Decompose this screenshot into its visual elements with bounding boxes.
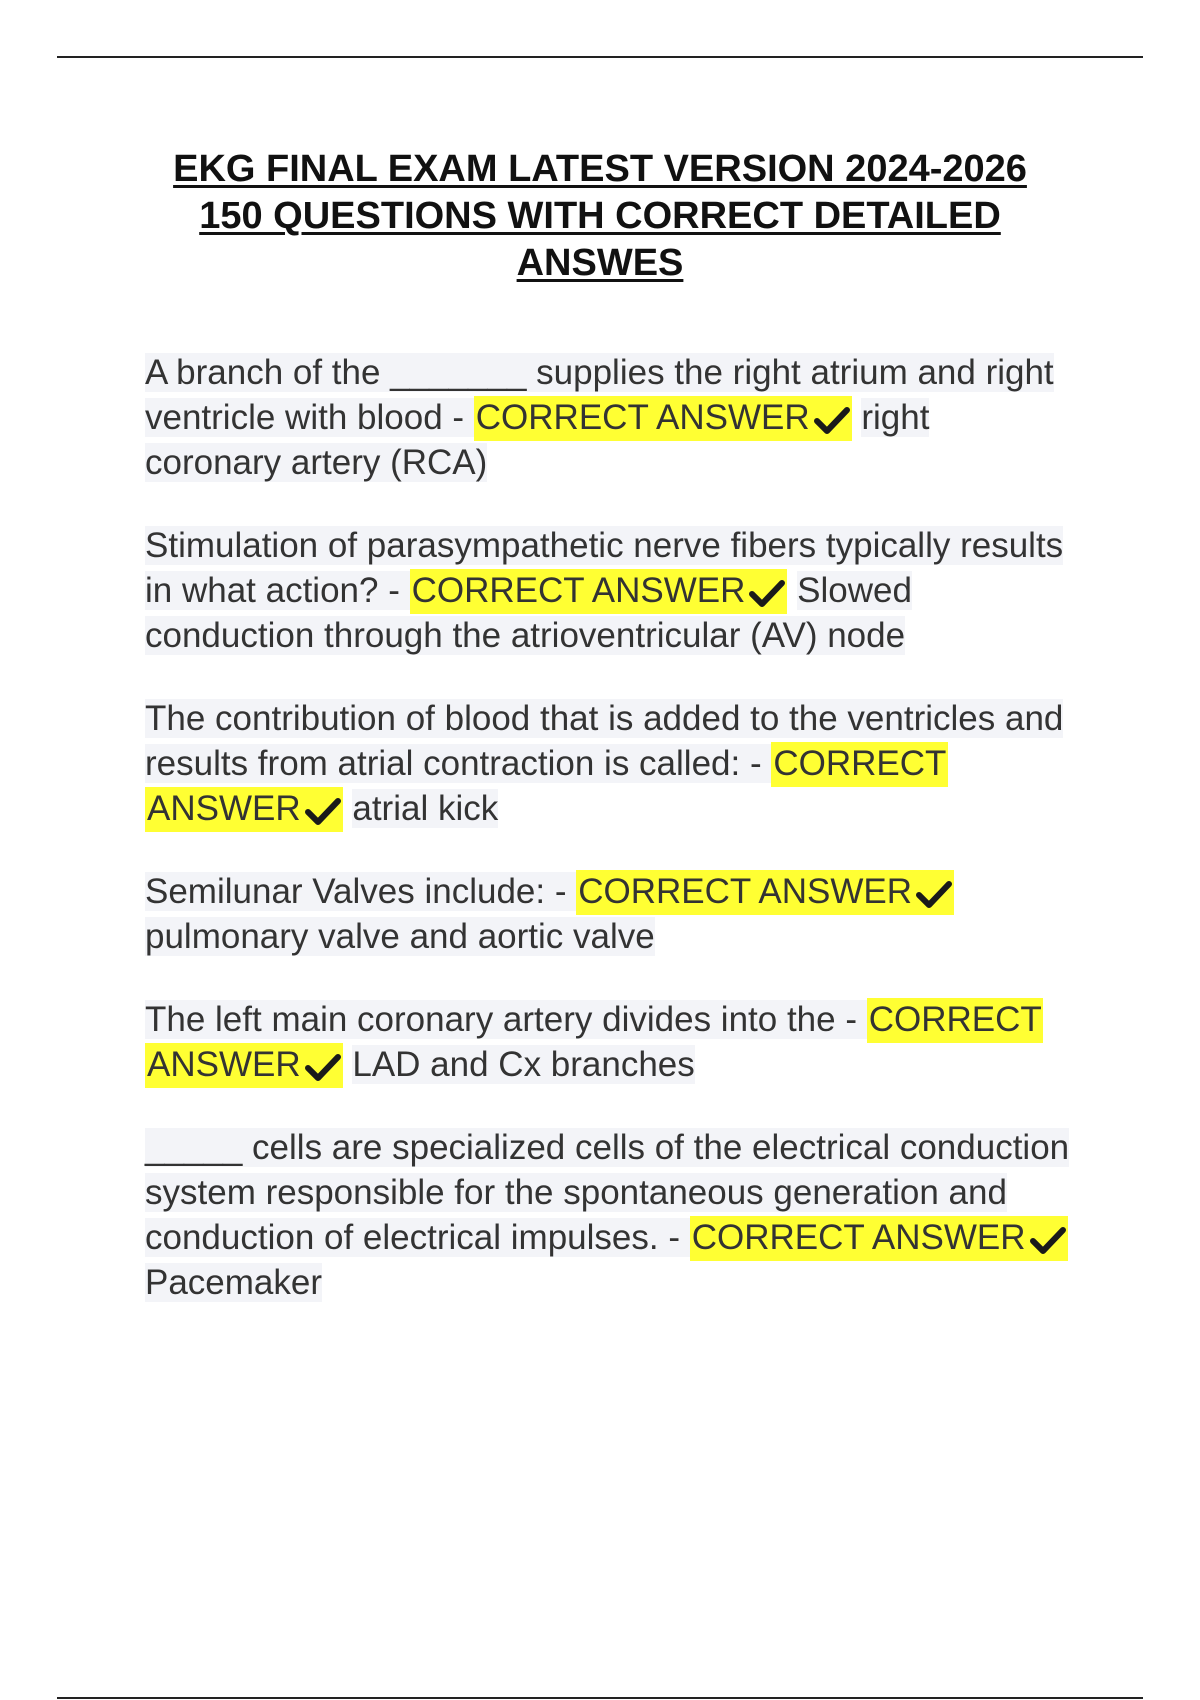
answer-text: Slowed conduction through the atrioventricular (AV) node [145,571,912,655]
check-icon [1030,1225,1066,1255]
correct-answer-label [576,870,954,915]
title-line-2: 150 QUESTIONS WITH CORRECT DETAILED [199,195,1001,237]
question-text: _____ cells are specialized cells of the electrical conduction system responsible for the spontaneous generation and conduction of electrical impulses. [145,1128,1070,1257]
separator: - [378,571,410,610]
check-icon [749,578,785,608]
separator: - [740,744,772,783]
question-list [145,350,1070,1343]
title-line-1: EKG FINAL EXAM LATEST VERSION 2024-2026 [173,148,1027,190]
correct-answer-text: CORRECT ANSWER [578,872,913,911]
document-title [120,146,1080,287]
qa-item [145,997,1070,1087]
separator: - [442,398,474,437]
correct-answer-text: CORRECT ANSWER [147,744,946,828]
qa-item [145,350,1070,485]
check-icon [305,1052,341,1082]
answer-text: right coronary artery (RCA) [145,398,930,482]
correct-answer-label [690,1216,1068,1261]
correct-answer-text: CORRECT ANSWER [147,1000,1042,1084]
answer-text: atrial kick [352,789,499,828]
question-text: A branch of the _______ supplies the right atrium and right ventricle with blood [145,353,1054,437]
check-icon [916,879,952,909]
correct-answer-text: CORRECT ANSWER [411,571,746,610]
correct-answer-text: CORRECT ANSWER [475,398,810,437]
qa-item [145,869,1070,959]
title-line-3: ANSWES [516,242,684,284]
qa-item [145,1125,1070,1305]
top-rule [57,56,1143,58]
question-text: Semilunar Valves include: [145,872,546,911]
separator: - [658,1218,690,1257]
question-text: Stimulation of parasympathetic nerve fibers typically results in what action? [145,526,1064,610]
check-icon [814,405,850,435]
question-text: The contribution of blood that is added to the ventricles and results from atrial contraction is called: [145,699,1064,783]
question-text: The left main coronary artery divides into the [145,1000,836,1039]
qa-item [145,696,1070,831]
answer-text: pulmonary valve and aortic valve [145,917,655,956]
answer-text: Pacemaker [145,1263,323,1302]
correct-answer-label [474,396,852,441]
answer-text: LAD and Cx branches [352,1045,695,1084]
separator: - [835,1000,867,1039]
bottom-rule [57,1697,1143,1699]
qa-item [145,523,1070,658]
check-icon [305,796,341,826]
correct-answer-text: CORRECT ANSWER [691,1218,1026,1257]
separator: - [545,872,577,911]
correct-answer-label [410,569,788,614]
